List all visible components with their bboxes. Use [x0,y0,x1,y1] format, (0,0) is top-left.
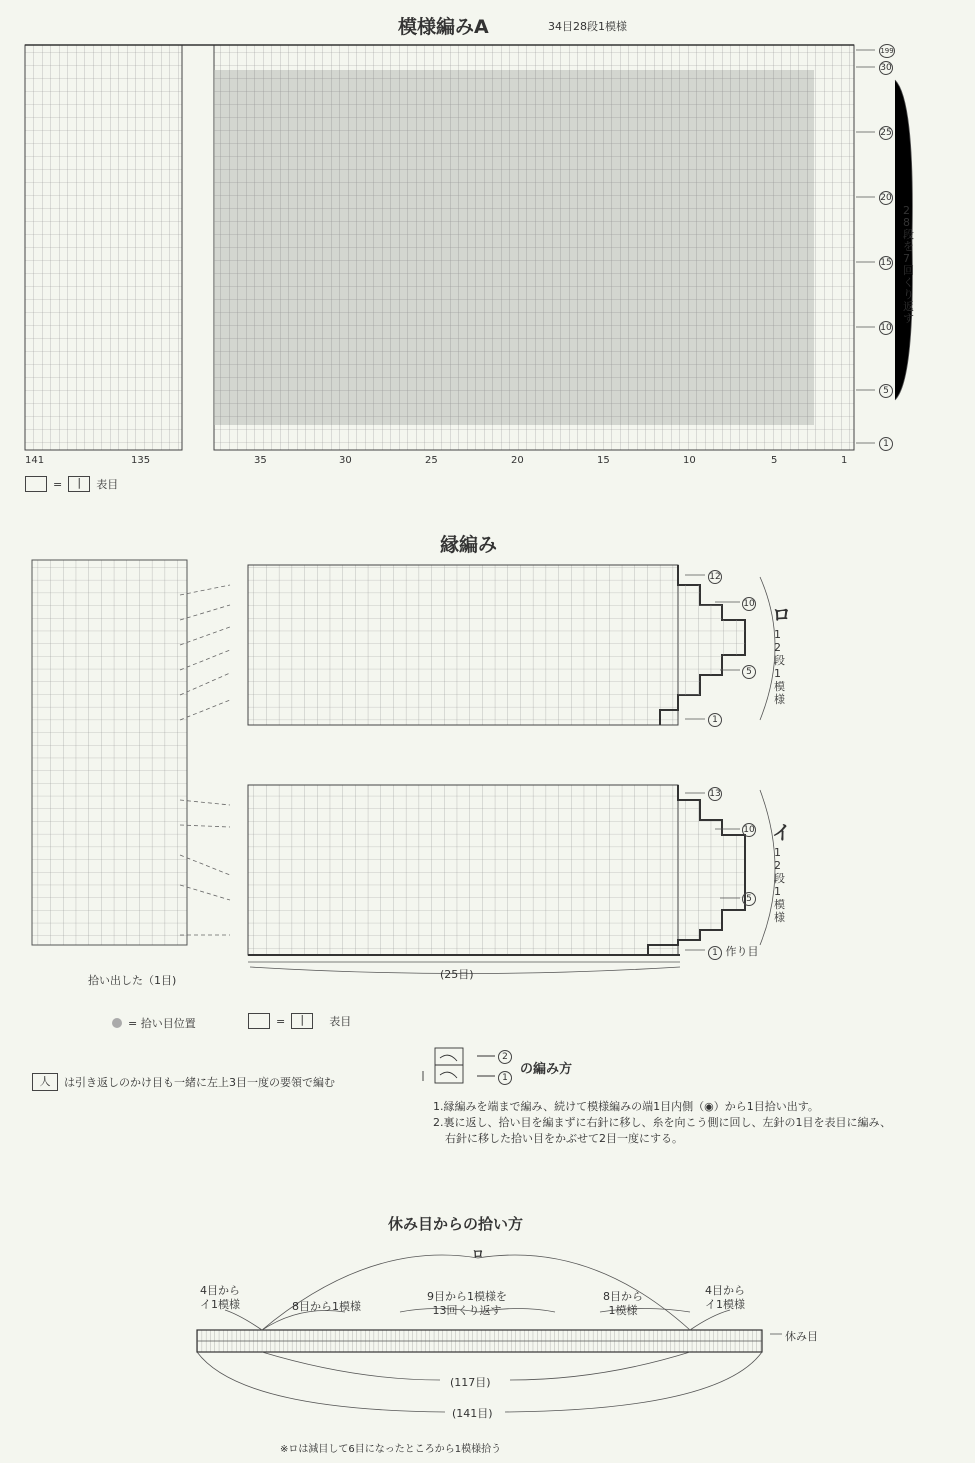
row-15: 15 [880,258,892,268]
col-141: 141 [25,455,45,466]
instruction-3: 右針に移した拾い目をかぶせて2目一度にする。 [445,1132,683,1145]
method-num-1: 1 [498,1070,512,1085]
pickup-title: 休み目からの拾い方 [388,1215,524,1233]
pickup-footnote: ※ロは減目して6目になったところから1模様拾う [280,1444,502,1455]
pick-position-icon [112,1018,122,1028]
pickup-label-3: 9目から1模様を 13回くり返す [427,1290,507,1317]
ro-mark: ロ [772,604,792,626]
i-row-10: 10 [743,825,755,835]
col-35: 35 [254,455,267,466]
ro-row-10: 10 [743,599,755,609]
blank-cell-icon [248,1013,270,1029]
instruction-2: 2.裏に返し、拾い目を編まずに右針に移し、糸を向こう側に回し、左針の1目を表目に編み、 [433,1116,892,1129]
col-30: 30 [339,455,352,466]
row-10: 10 [880,323,892,333]
edge-title: 縁編み [440,534,498,556]
col-135: 135 [131,455,151,466]
pickup-label-5: 4目から イ1模様 [705,1284,745,1311]
legend-edge: = | 表目 [248,1013,351,1029]
pick-label: 拾い出した（1目) [88,974,177,987]
i-mark: イ [772,822,792,844]
method-title: の編み方 [520,1062,573,1077]
i-row-5: 5 [742,891,756,906]
col-20: 20 [511,455,524,466]
pattern-a-chart [0,40,975,480]
pickup-label-1: 4目から イ1模様 [200,1284,240,1311]
pattern-a-subtitle: 34目28段1模様 [548,20,627,33]
ro-row-5: 5 [742,664,756,679]
repeat-note: 28段を7回くり返す [903,204,914,325]
pickup-count-inner: (117目) [450,1376,491,1389]
pickup-label-2: 8目から1模様 [292,1300,361,1313]
i-repeat: 12段1模様 [774,846,785,924]
pickup-top-mark: ロ [472,1247,485,1261]
col-15: 15 [597,455,610,466]
col-10: 10 [683,455,696,466]
col-1: 1 [841,455,848,466]
row-199: 199 [879,43,895,58]
blank-cell-icon [25,476,47,492]
pickup-rest: 休み目 [785,1330,818,1343]
ro-repeat: 12段1模様 [774,628,785,706]
row-20: 20 [880,193,892,203]
legend-a: = | 表目 [25,476,118,492]
pickup-diagram [0,1250,975,1430]
col-5: 5 [771,455,778,466]
row-25: 25 [880,128,892,138]
ro-row-1: 1 [708,712,722,727]
pickup-label-4: 8目から 1模様 [603,1290,643,1317]
pick-legend: = 拾い目位置 [112,1015,196,1031]
i-row-1: 1 作り目 [708,943,759,960]
row-5: 5 [879,383,893,398]
i-row-13: 13 [709,789,721,799]
decrease-symbol-icon: 人 [32,1073,58,1091]
row-1: 1 [879,436,893,451]
method-num-2: 2 [498,1049,512,1064]
pickup-count-outer: (141目) [452,1407,493,1420]
edge-charts [0,555,975,985]
note-left: 人 は引き返しのかけ目も一緒に左上3目一度の要領で編む [32,1073,335,1091]
col-25: 25 [425,455,438,466]
knit-cell-icon: | [68,476,90,492]
pattern-a-title: 模様編みA [398,16,489,38]
method-diagram [415,1043,505,1093]
ro-row-12: 12 [709,572,721,582]
row-30: 30 [880,63,892,73]
i-width: (25目) [440,968,474,981]
knit-cell-icon: | [291,1013,313,1029]
instruction-1: 1.縁編みを端まで編み、続けて模様編みの端1目内側（◉）から1目拾い出す。 [433,1100,819,1113]
